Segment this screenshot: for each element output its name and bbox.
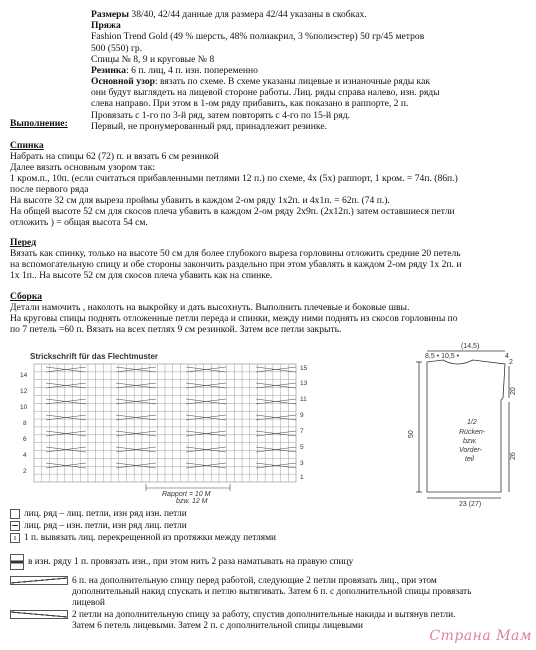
legend-item-cable-back-cont: Затем 6 петель лицевыми. Затем 2 п. с дополнительной спицы лицевыми bbox=[72, 621, 363, 631]
row-number: 14 bbox=[20, 372, 28, 379]
row-number: 9 bbox=[300, 412, 304, 419]
legend-item-double-wrap bbox=[10, 554, 353, 570]
rapport-line-1: Rapport = 10 M bbox=[162, 491, 211, 498]
schematic-outline bbox=[416, 351, 509, 498]
pattern-line-3: слева направо. При этом в 1-ом ряду прибавить, как показано в раппорте, 2 п. bbox=[91, 98, 409, 109]
empty-square-icon bbox=[10, 509, 20, 519]
chart-right-row-numbers bbox=[300, 365, 308, 481]
schematic-top-total: (14,5) bbox=[461, 343, 480, 350]
cable-stroke bbox=[256, 447, 296, 452]
back-line-2: Далее вязать основным узором так: bbox=[10, 162, 156, 173]
row-number: 4 bbox=[23, 452, 27, 459]
legend-item-knit bbox=[10, 509, 187, 520]
legend-text: лиц. ряд – изн. петли, изн ряд лиц. петли bbox=[24, 521, 187, 532]
sizes-line bbox=[91, 9, 367, 20]
cable-stroke bbox=[186, 431, 226, 436]
row-number: 7 bbox=[300, 428, 304, 435]
piece-line-2: bzw. bbox=[463, 438, 478, 445]
sizes-text: 38/40, 42/44 данные для размера 42/44 указаны в скобках. bbox=[131, 9, 367, 20]
schematic-top-dims: 8,5 • 10,5 • bbox=[425, 353, 460, 360]
legend-item-purl bbox=[10, 521, 187, 532]
dash-square-icon bbox=[10, 521, 20, 531]
front-heading: Перед bbox=[10, 237, 37, 248]
rib-line bbox=[91, 65, 258, 76]
row-number: 3 bbox=[300, 460, 304, 467]
legend-item-cable-back bbox=[10, 610, 455, 621]
schematic-top-dim-right: 4 bbox=[505, 353, 509, 360]
rib-text: : 6 п. лиц, 4 п. изн. попеременно bbox=[126, 65, 258, 76]
yarn-text: Fashion Trend Gold (49 % шерсть, 48% полиакрил, 3 %полиэстер) 50 гр/45 метров bbox=[91, 31, 425, 42]
row-number: 8 bbox=[23, 420, 27, 427]
front-line-3: 1х 1п.. На высоте 52 см для скосов плеча убавить как на спинке. bbox=[10, 270, 273, 281]
back-line-7: отложить ) = общая высота 54 см. bbox=[10, 217, 148, 228]
back-heading: Спинка bbox=[10, 140, 44, 151]
assembly-line-2: На круговы спицы поднять отложенные петли переда и спинки, между ними поднять из скосов горловины по bbox=[10, 313, 458, 324]
pattern-line-2: они будут выглядеть на лицевой стороне работы. Лиц. ряды справа налево, изн. ряды bbox=[91, 87, 440, 98]
chart-title: Strickschrift für das Flechtmuster bbox=[30, 352, 159, 361]
front-line-1: Вязать как спинку, только на высоте 50 см для более глубокого выреза горловины отложить средние 20 петель bbox=[10, 248, 461, 259]
cable-stroke bbox=[116, 431, 156, 436]
legend-item-cable-front bbox=[10, 576, 437, 587]
double-wrap-icon bbox=[10, 554, 24, 570]
legend-text: 6 п. на дополнительную спицу перед работой, следующие 2 петли провязать лиц., при этом bbox=[72, 576, 437, 586]
cable-stroke bbox=[46, 383, 86, 388]
piece-line-3: Vorder- bbox=[459, 447, 482, 454]
cable-stroke bbox=[116, 447, 156, 452]
back-line-1: Набрать на спицы 62 (72) п. и вязать 6 см резинкой bbox=[10, 151, 219, 162]
legend-text: 1 п. вывязать лиц. перекрещенной из протяжки между петлями bbox=[24, 533, 277, 544]
cable-stroke bbox=[116, 367, 156, 372]
garment-schematic bbox=[405, 338, 530, 508]
schematic-piece-label bbox=[459, 419, 486, 463]
knitting-chart bbox=[16, 348, 326, 503]
legend-item-increase bbox=[10, 533, 276, 544]
schematic-dim-right-upper: 20 bbox=[510, 387, 517, 395]
row-number: 6 bbox=[23, 436, 27, 443]
back-line-3: 1 кром.п., 10п. (если считаться прибавленными петлями 12 п.) по схеме, 4х (5х) раппорт, 1 кром. = 74п. (86п.) bbox=[10, 173, 458, 184]
pattern-line-4: Провязать с 1-го по 3-й ряд, затем повторять с 4-го по 15-й ряд. bbox=[91, 110, 351, 121]
site-watermark: Страна Мам bbox=[429, 628, 532, 644]
legend-item-cable-front-cont: дополнительный накид спускать и петлю вытягивать. Затем 6 п. с дополнительной спицы провязать bbox=[72, 587, 472, 597]
cable-stroke bbox=[46, 367, 86, 372]
rapport-line-2: bzw. 12 M bbox=[176, 498, 208, 503]
legend-text: лиц. ряд – лиц. петли, изн ряд изн. петли bbox=[24, 509, 187, 520]
execution-heading: Выполнение: bbox=[10, 118, 68, 129]
legend-text: в изн. ряду 1 п. провязать изн., при этом нить 2 раза наматывать на правую спицу bbox=[28, 557, 354, 568]
row-number: 11 bbox=[300, 396, 307, 403]
row-number: 15 bbox=[300, 365, 308, 372]
assembly-heading: Сборка bbox=[10, 291, 43, 302]
assembly-line-1: Детали намочить , наколоть на выкройку и дать высохнуть. Выполнить плечевые и боковые швы. bbox=[10, 302, 410, 313]
piece-fraction: 1/2 bbox=[467, 419, 477, 426]
row-number: 12 bbox=[20, 388, 28, 395]
sizes-label: Размеры bbox=[91, 9, 129, 20]
rib-label: Резинка bbox=[91, 65, 127, 76]
cable-stroke bbox=[46, 447, 86, 452]
cable-stroke bbox=[186, 447, 226, 452]
row-number: 10 bbox=[20, 404, 28, 411]
cable-back-icon bbox=[10, 610, 68, 619]
cable-stroke bbox=[186, 463, 226, 468]
chart-cable-symbols bbox=[46, 367, 296, 468]
row-number: 2 bbox=[23, 468, 27, 475]
back-line-4: после первого ряда bbox=[10, 184, 89, 195]
schematic-dim-right-lower: 26 bbox=[510, 452, 517, 460]
piece-line-1: Rücken- bbox=[459, 429, 486, 436]
legend-text: 2 петли на дополнительную спицу за работу, спустив дополнительные накиды и вытянув петли. bbox=[72, 610, 456, 620]
row-number: 1 bbox=[300, 474, 304, 481]
yarn-label: Пряжа bbox=[91, 20, 121, 31]
pattern-line-5: Первый, не пронумерованный ряд, принадлежит резинке. bbox=[91, 121, 327, 132]
cable-front-icon bbox=[10, 576, 68, 585]
pattern-label: Основной узор bbox=[91, 76, 155, 87]
schematic-dim-left: 50 bbox=[408, 430, 415, 438]
chart-left-row-numbers bbox=[20, 372, 28, 475]
pattern-line-1: Основной узор: вязать по схеме. В схеме указаны лицевые и изнаночные ряды как bbox=[91, 76, 430, 87]
cable-stroke bbox=[116, 463, 156, 468]
row-number: 13 bbox=[300, 380, 308, 387]
schematic-bottom-dim: 23 (27) bbox=[459, 501, 482, 508]
cable-stroke bbox=[186, 367, 226, 372]
row-number: 5 bbox=[300, 444, 304, 451]
piece-line-4: teil bbox=[465, 456, 474, 463]
cable-stroke bbox=[256, 463, 296, 468]
cable-stroke bbox=[116, 383, 156, 388]
cable-stroke bbox=[256, 383, 296, 388]
cable-stroke bbox=[46, 463, 86, 468]
needles-text: Спицы № 8, 9 и круговые № 8 bbox=[91, 54, 215, 65]
plus-square-icon: ı bbox=[10, 533, 20, 543]
back-line-6: На общей высоте 52 см для скосов плеча убавить в каждом 2-ом ряду 2х9п. (2х12п.) затем оставшиеся петли bbox=[10, 206, 455, 217]
cable-stroke bbox=[256, 431, 296, 436]
back-line-5: На высоте 32 см для выреза проймы убавить в каждом 2-ом ряду 1х2п. и 4х1п. = 62п. (74 п.). bbox=[10, 195, 390, 206]
legend-item-cable-front-end: лицевой bbox=[72, 598, 105, 608]
assembly-line-3: по 7 петель =60 п. Вязать на всех петлях 9 см резинкой. Затем все петли закрыть. bbox=[10, 324, 342, 335]
cable-stroke bbox=[186, 383, 226, 388]
cable-stroke bbox=[46, 431, 86, 436]
front-line-2: на вспомогательную спицу и обе стороны закончить раздельно при этом убавлять в каждом 2-ом ряду 1х 2п. и bbox=[10, 259, 462, 270]
cable-stroke bbox=[256, 367, 296, 372]
schematic-dim-tiny: 2 bbox=[509, 359, 513, 366]
yarn-amount: 500 (550) гр. bbox=[91, 43, 143, 54]
